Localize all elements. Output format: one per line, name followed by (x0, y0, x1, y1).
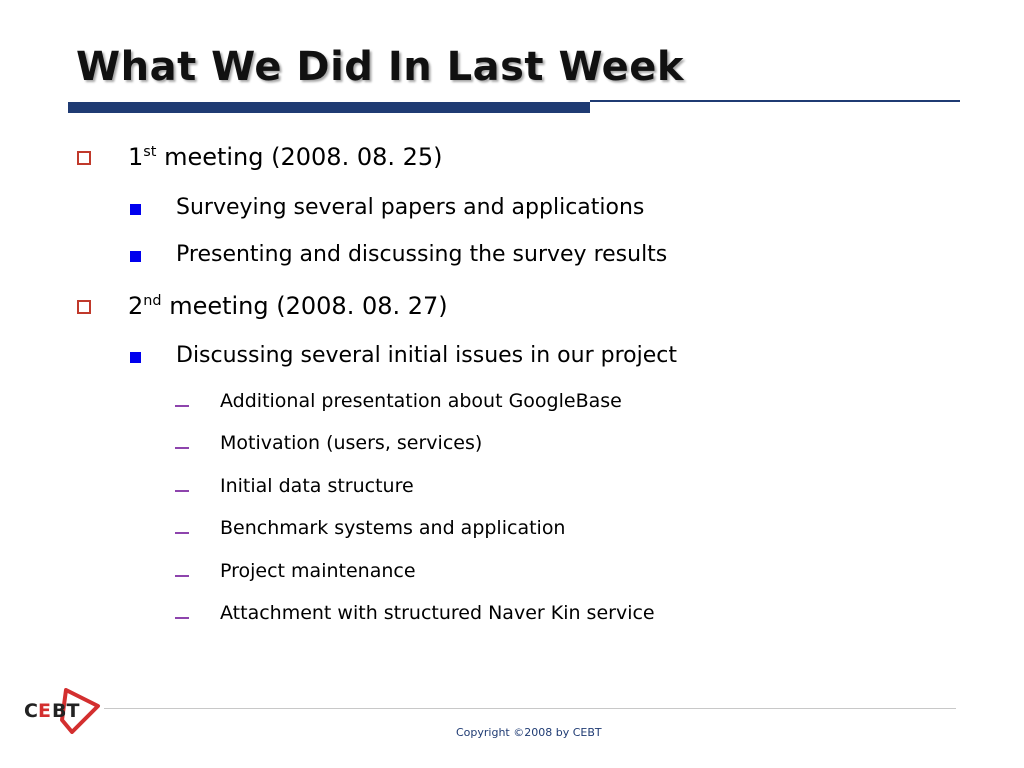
cebt-logo (22, 684, 102, 734)
filled-square-bullet-icon (130, 352, 141, 363)
sub-list-item: Project maintenance (220, 560, 416, 582)
dash-bullet-icon (175, 490, 189, 492)
filled-square-bullet-icon (130, 251, 141, 262)
meeting-ordinal: 2 (128, 292, 144, 320)
dash-bullet-icon (175, 617, 189, 619)
dash-bullet-icon (175, 447, 189, 449)
meeting-ordinal-suffix: st (143, 144, 157, 160)
meeting-heading (128, 143, 443, 171)
meeting-label: meeting (2008. 08. 25) (164, 143, 443, 171)
meeting-label: meeting (2008. 08. 27) (169, 292, 448, 320)
sub-list-item: Motivation (users, services) (220, 432, 483, 454)
meeting-heading (128, 292, 448, 320)
list-item: Surveying several papers and applications (176, 195, 645, 220)
svg-text:BT: BT (52, 700, 80, 722)
slide-title: What We Did In Last Week (76, 44, 685, 90)
title-underline-thin (590, 100, 960, 102)
list-item: Presenting and discussing the survey results (176, 242, 668, 267)
dash-bullet-icon (175, 405, 189, 407)
hollow-square-bullet-icon (77, 300, 91, 314)
dash-bullet-icon (175, 575, 189, 577)
svg-text:E: E (38, 700, 51, 722)
title-underline-thick (68, 102, 590, 113)
sub-list-item: Attachment with structured Naver Kin service (220, 602, 655, 624)
hollow-square-bullet-icon (77, 151, 91, 165)
sub-list-item: Additional presentation about GoogleBase (220, 390, 622, 412)
sub-list-item: Initial data structure (220, 475, 414, 497)
svg-text:C: C (24, 700, 38, 722)
meeting-ordinal: 1 (128, 143, 144, 171)
dash-bullet-icon (175, 532, 189, 534)
list-item: Discussing several initial issues in our project (176, 343, 677, 368)
copyright-text: Copyright ©2008 by CEBT (456, 726, 602, 739)
sub-list-item: Benchmark systems and application (220, 517, 566, 539)
meeting-ordinal-suffix: nd (143, 293, 162, 309)
filled-square-bullet-icon (130, 204, 141, 215)
footer-divider (104, 708, 956, 709)
